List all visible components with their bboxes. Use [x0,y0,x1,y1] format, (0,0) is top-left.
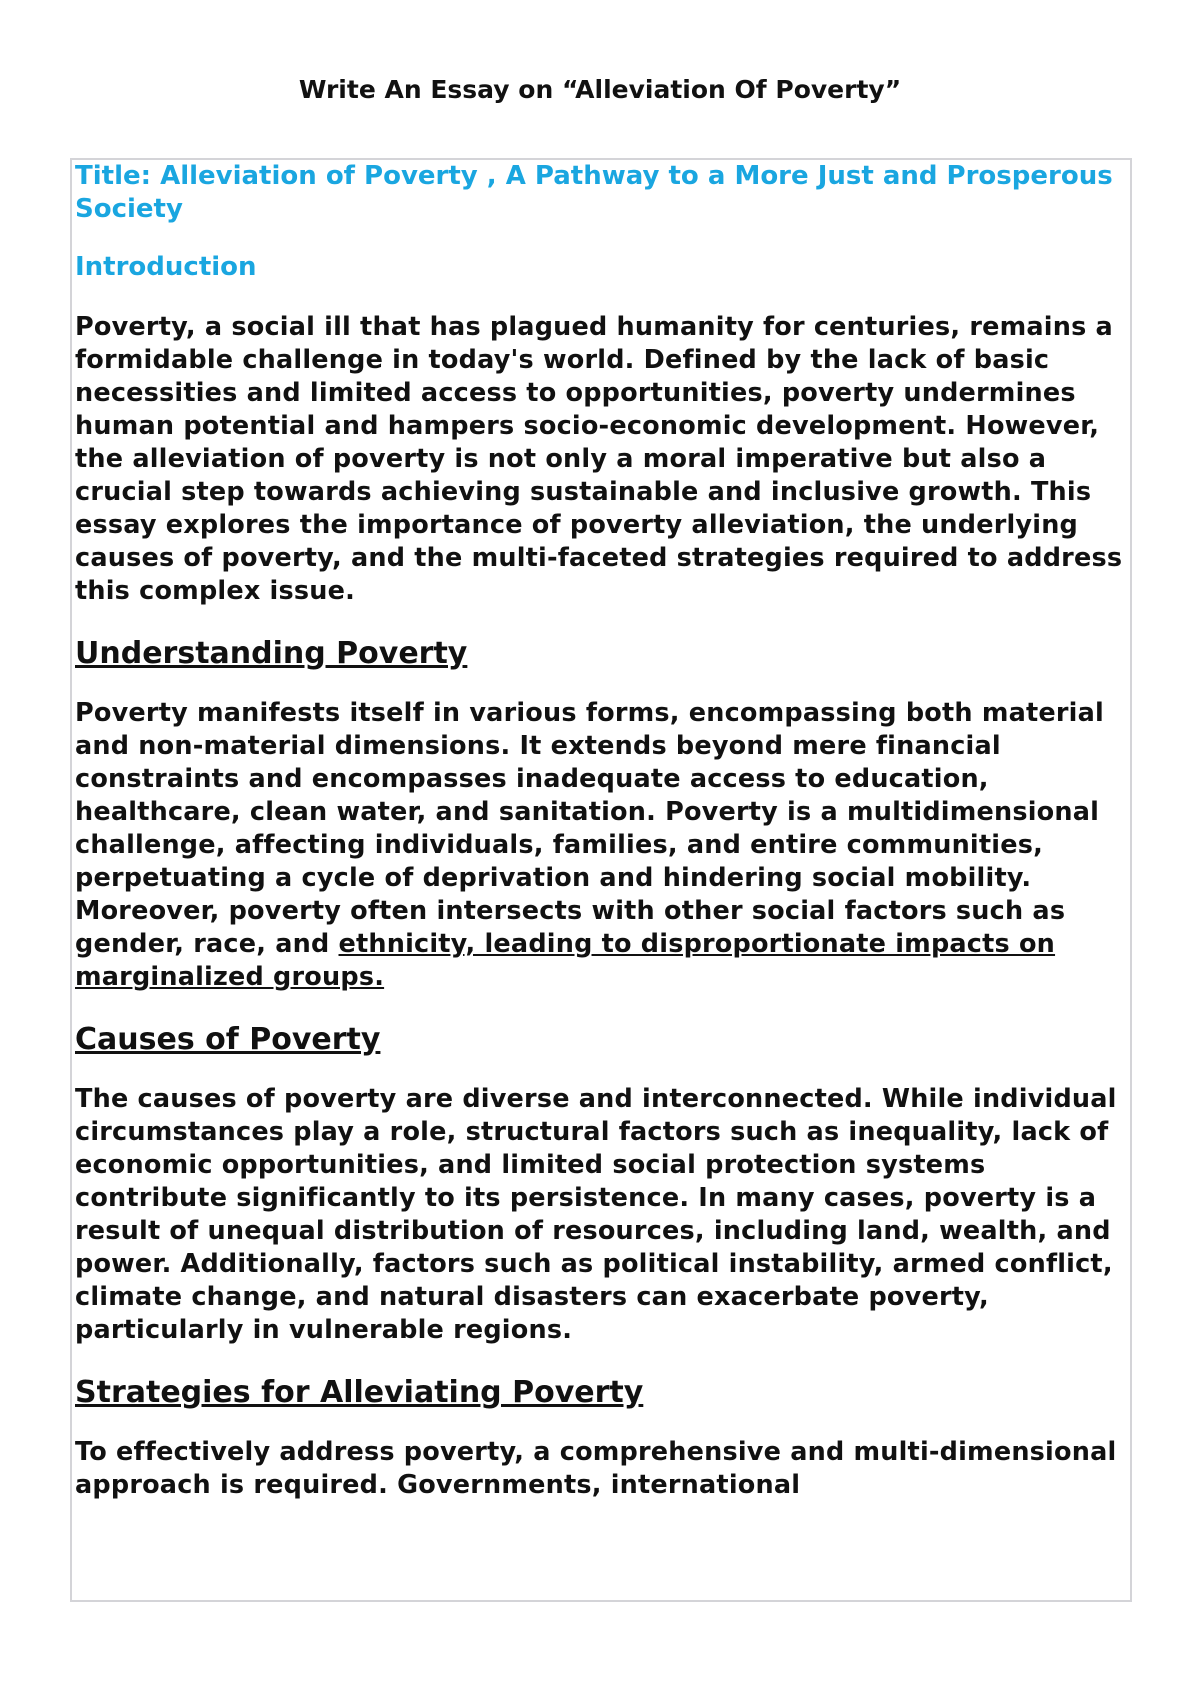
introduction-paragraph: Poverty, a social ill that has plagued humanity for centuries, remains a formidable challenge in today's world. Defined by the lack of basic necessities and limited access to opportunities, poverty undermines human potential and hampers socio-economic development. However, the alleviation of poverty is not only a moral imperative but also a crucial step towards achieving sustainable and inclusive growth. This essay explores the importance of poverty alleviation, the underlying causes of poverty, and the multi-faceted strategies required to address this complex issue. [75,312,1123,606]
essay-title: Title: Alleviation of Poverty , A Pathway to a More Just and Prosperous Society [75,161,1113,224]
section-heading-causes-of-poverty: Causes of Poverty [75,1022,381,1057]
underlined-text: ethnicity, leading to disproportionate impacts on marginalized groups. [75,929,1056,992]
understanding-poverty-text: Poverty manifests itself in various forms, encompassing both material and non-material dimensions. It extends beyond mere financial constraints and encompasses inadequate access to education, healthcare, clean water, and sanitation. Poverty is a multidimensional challenge, affecting individuals, families, and entire communities, perpetuating a cycle of deprivation and hindering social mobility. Moreover, poverty often intersects with other social factors such as gender, race, and [75,698,1104,959]
strategies-paragraph: To effectively address poverty, a comprehensive and multi-dimensional approach is required. Governments, international [75,1437,1117,1500]
section-heading-understanding-poverty: Understanding Poverty [75,636,468,671]
section-heading-strategies: Strategies for Alleviating Poverty [75,1375,644,1410]
essay-content-box [70,158,1132,1602]
introduction-heading: Introduction [75,252,257,282]
causes-of-poverty-paragraph: The causes of poverty are diverse and interconnected. While individual circumstances play a role, structural factors such as inequality, lack of economic opportunities, and limited social protection systems contribute significantly to its persistence. In many cases, poverty is a result of unequal distribution of resources, including land, wealth, and power. Additionally, factors such as political instability, armed conflict, climate change, and natural disasters can exacerbate poverty, particularly in vulnerable regions. [75,1084,1117,1345]
document-heading: Write An Essay on “Alleviation Of Poverty” [298,75,902,104]
understanding-poverty-paragraph [75,697,1128,994]
